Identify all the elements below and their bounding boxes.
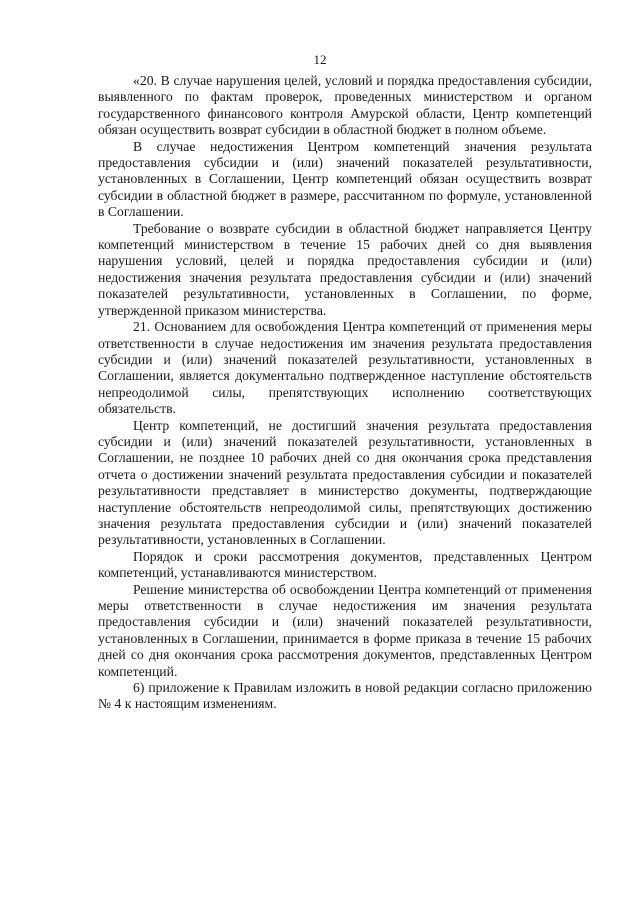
- paragraph-non-achievement: В случае недостижения Центром компетенций значения результата предоставления субсидии и (или) значений показателей результативности, установленных в Соглашении, Центр компетенций обязан осуществить возврат субсидии в областной бюджет в размере, рассчитанном по формуле, установленной в Соглашении.: [98, 138, 592, 220]
- paragraph-appendix: 6) приложение к Правилам изложить в новой редакции согласно приложению № 4 к настоящим изменениям.: [98, 680, 592, 712]
- paragraph-21: 21. Основанием для освобождения Центра компетенций от применения меры ответственности в случае недостижения им значения результата предоставления субсидии и (или) значений показателей результативности, установленных в Соглашении, является документально подтвержденное наступление обстоятельств непреодолимой силы, препятствующих исполнению соответствующих обязательств.: [98, 319, 592, 417]
- document-body: [98, 73, 592, 713]
- page-number: 12: [313, 52, 327, 67]
- paragraph-documents-submission: Центр компетенций, не достигший значения результата предоставления субсидии и (или) значений показателей результативности, установленных в Соглашении, не позднее 10 рабочих дней со дня окончания срока представления отчета о достижении значений результата предоставления субсидии и показателей результативности представляет в министерство документы, подтверждающие наступление обстоятельств непреодолимой силы, препятствующих достижению значения результата предоставления субсидии и (или) значений показателей результативности, установленных в Соглашении.: [98, 417, 592, 548]
- paragraph-ministry-decision: Решение министерства об освобождении Центра компетенций от применения меры ответственности в случае недостижения им значения результата предоставления субсидии и (или) значений показателей результативности, установленных в Соглашении, принимается в форме приказа в течение 15 рабочих дней со дня окончания срока рассмотрения документов, представленных Центром компетенций.: [98, 581, 592, 679]
- paragraph-review-procedure: Порядок и сроки рассмотрения документов, представленных Центром компетенций, устанавливаются министерством.: [98, 548, 592, 581]
- paragraph-return-requirement: Требование о возврате субсидии в областной бюджет направляется Центру компетенций министерством в течение 15 рабочих дней со дня выявления нарушения условий, целей и порядка предоставления субсидии и (или) недостижения значения результата предоставления субсидии и (или) значений показателей результативности, установленных в Соглашении, по форме, утвержденной приказом министерства.: [98, 220, 592, 318]
- paragraph-20: «20. В случае нарушения целей, условий и порядка предоставления субсидии, выявленного по фактам проверок, проведенных министерством и органом государственного финансового контроля Амурской области, Центр компетенций обязан осуществить возврат субсидии в областной бюджет в полном объеме.: [98, 73, 592, 138]
